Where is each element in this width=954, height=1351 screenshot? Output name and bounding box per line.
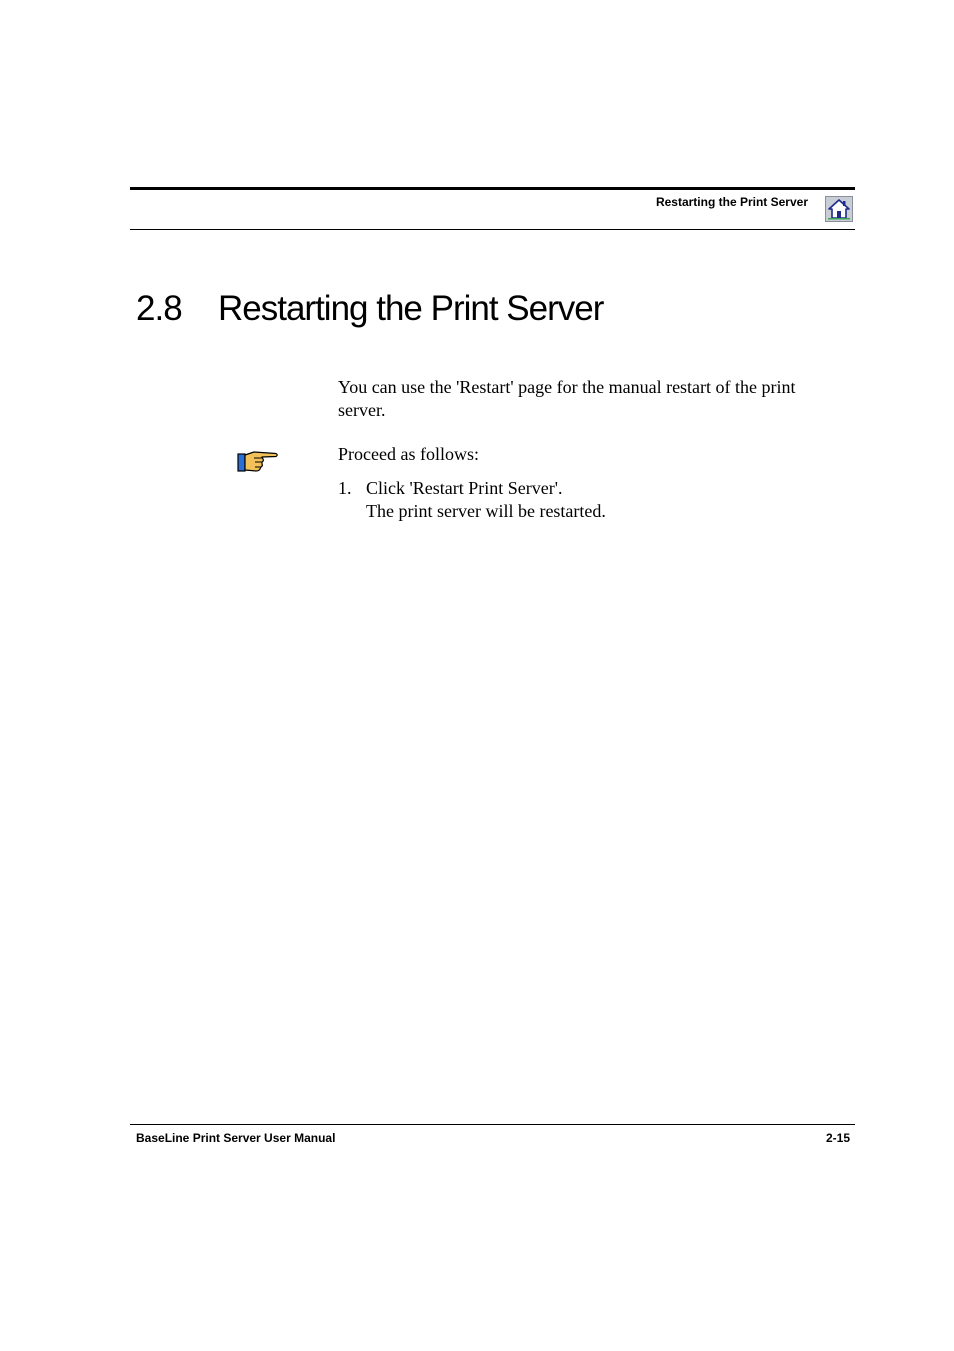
intro-paragraph: You can use the 'Restart' page for the manual restart of the print server. xyxy=(338,377,796,420)
home-button[interactable] xyxy=(825,196,853,222)
section-number: 2.8 xyxy=(136,289,182,328)
running-header-title: Restarting the Print Server xyxy=(655,195,808,209)
proceed-instruction: Proceed as follows: xyxy=(338,444,479,464)
footer-rule xyxy=(130,1124,855,1125)
home-icon xyxy=(825,196,853,222)
pointing-hand-icon xyxy=(237,449,279,473)
header-rule-top xyxy=(130,187,855,190)
step-action: Click 'Restart Print Server'. xyxy=(366,478,563,498)
header-rule-bottom xyxy=(130,229,855,230)
footer-page-number: 2-15 xyxy=(825,1131,850,1145)
step-result: The print server will be restarted. xyxy=(366,501,606,521)
step-number: 1. xyxy=(338,478,352,498)
footer-manual-title: BaseLine Print Server User Manual xyxy=(136,1131,336,1145)
section-title: Restarting the Print Server xyxy=(218,289,604,328)
